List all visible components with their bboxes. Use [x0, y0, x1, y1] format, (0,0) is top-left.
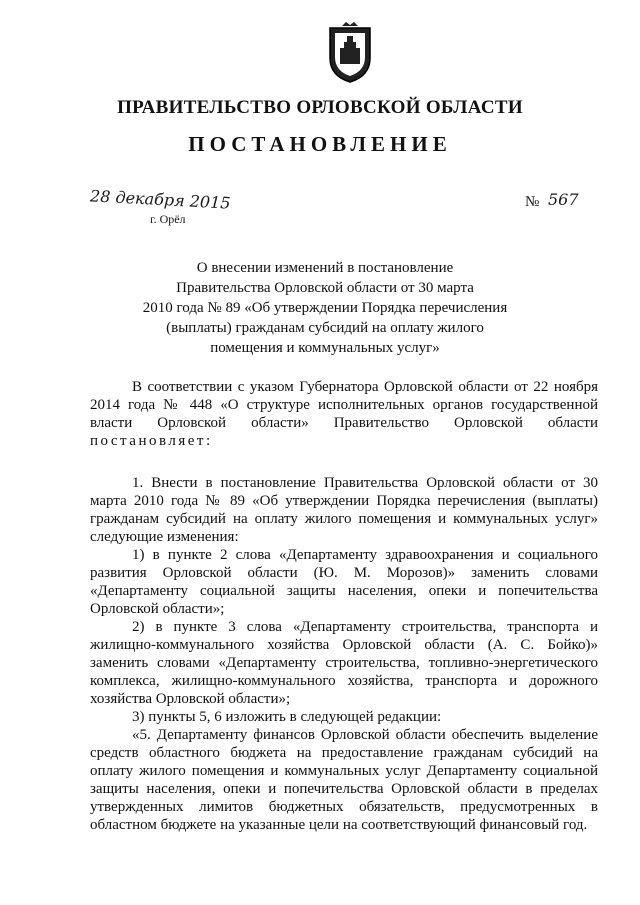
- subject-line: 2010 года № 89 «Об утверждении Порядка перечисления: [142, 300, 508, 316]
- organization-title: ПРАВИТЕЛЬСТВО ОРЛОВСКОЙ ОБЛАСТИ: [117, 97, 523, 118]
- document-subject: [120, 258, 530, 358]
- coat-of-arms-emblem: [326, 22, 374, 84]
- number-label: №: [525, 194, 540, 210]
- subject-line: Правительства Орловской области от 30 марта: [176, 280, 474, 296]
- handwritten-number: 567: [548, 190, 579, 209]
- item-paragraph: 1. Внести в постановление Правительства Орловской области от 30 марта 2010 года № 89 «Об утверждении Порядка перечисления (выплаты) гражданам субсидий на оплату жилого помещения и коммунальных услуг» следующие изменения:: [90, 475, 598, 545]
- preamble-verb: постановляет:: [90, 433, 213, 449]
- document-body: [90, 378, 598, 834]
- preamble-text: В соответствии с указом Губернатора Орловской области от 22 ноября 2014 года № 448 «О структуре исполнительных органов государственной власти Орловской области» Правительство Орловской области: [90, 379, 598, 431]
- subject-line: (выплаты) гражданам субсидий на оплату жилого: [166, 320, 484, 336]
- subject-line: О внесении изменений в постановление: [196, 260, 454, 276]
- item-paragraph: «5. Департаменту финансов Орловской области обеспечить выделение средств областного бюджета на предоставление гражданам субсидий на оплату жилого помещения и коммунальных услуг Департаменту социальной защиты населения, опеки и попечительства Орловской области в пределах утвержденных лимитов бюджетных обязательств, предусмотренных в областном бюджете на указанные цели на соответствующий финансовый год.: [90, 727, 598, 833]
- preamble-paragraph: [90, 378, 598, 450]
- subject-line: помещения и коммунальных услуг»: [210, 340, 440, 356]
- item-paragraph: 3) пункты 5, 6 изложить в следующей редакции:: [132, 709, 442, 725]
- item-paragraph: 2) в пункте 3 слова «Департаменту строительства, транспорта и жилищно-коммунального хозяйства Орловской области (А. С. Бойко)» заменить словами «Департаменту строительства, топливно-энергетического комплекса, жилищно-коммунального хозяйства, транспорта и дорожного хозяйства Орловской области»;: [90, 619, 598, 707]
- city-label: г. Орёл: [150, 212, 186, 226]
- item-paragraph: 1) в пункте 2 слова «Департаменту здравоохранения и социального развития Орловской области (Ю. М. Морозов)» заменить словами «Департаменту социальной защиты населения, опеки и попечительства Орловской области»;: [90, 547, 598, 617]
- document-type-title: ПОСТАНОВЛЕНИЕ: [188, 132, 452, 156]
- handwritten-date: 28 декабря 2015: [89, 186, 231, 213]
